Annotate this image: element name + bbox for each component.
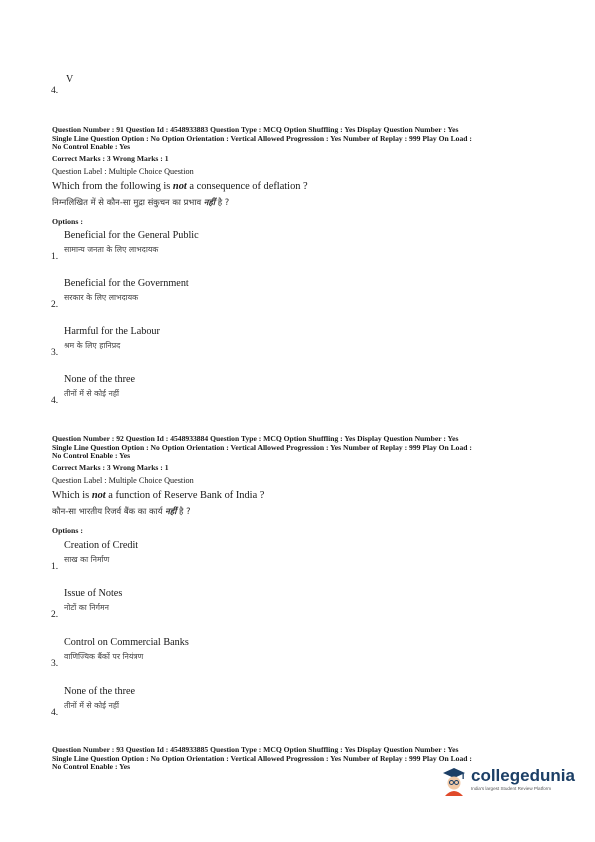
option-number: 2. xyxy=(51,610,59,620)
collegedunia-watermark xyxy=(437,762,575,800)
question-meta-line-3: No Control Enable : Yes xyxy=(52,762,131,772)
option-text-hindi: तीनों में से कोई नहीं xyxy=(64,701,119,710)
options-label: Options : xyxy=(52,217,83,226)
option-text-english: Control on Commercial Banks xyxy=(64,637,189,648)
option-text-english: Beneficial for the General Public xyxy=(64,230,199,241)
option-text-hindi: वाणिज्यिक बैंकों पर नियंत्रण xyxy=(64,652,144,661)
option-text-english: Issue of Notes xyxy=(64,588,123,599)
question-meta-line-1: Question Number : 91 Question Id : 4548933883 Question Type : MCQ Option Shuffling : Yes Display Question Number : Yes xyxy=(52,125,459,134)
question-text-english xyxy=(52,490,264,501)
question-text-hindi xyxy=(52,506,191,517)
question-marks: Correct Marks : 3 Wrong Marks : 1 xyxy=(52,154,169,163)
question-emphasis: not xyxy=(172,181,187,192)
question-text-part: कौन-सा भारतीय रिजर्व बैंक का कार्य xyxy=(52,506,166,516)
question-emphasis: नहीं xyxy=(165,506,177,516)
option-text-hindi: तीनों में से कोई नहीं xyxy=(64,389,119,398)
graduate-avatar-icon xyxy=(439,764,469,796)
option-number: 1. xyxy=(51,562,59,572)
option-text-hindi: सरकार के लिए लाभदायक xyxy=(64,293,139,302)
option-number: 4. xyxy=(51,396,59,406)
question-text-part: है ? xyxy=(176,506,191,516)
option-text-hindi: साख का निर्माण xyxy=(64,555,110,564)
option-number: 3. xyxy=(51,659,59,669)
question-text-part: a function of Reserve Bank of India ? xyxy=(105,490,265,501)
question-label: Question Label : Multiple Choice Question xyxy=(52,476,194,485)
option-number: 3. xyxy=(51,348,59,358)
option-number: 4. xyxy=(51,708,59,718)
option-text-english: Beneficial for the Government xyxy=(64,278,189,289)
question-text-part: Which is xyxy=(52,490,92,501)
brand-name: collegedunia xyxy=(471,766,575,785)
option-text-hindi: श्रम के लिए हानिप्रद xyxy=(64,341,121,350)
option-text-english: None of the three xyxy=(64,686,135,697)
question-meta-line-3: No Control Enable : Yes xyxy=(52,142,131,152)
option-number: 1. xyxy=(51,252,59,262)
question-emphasis: नहीं xyxy=(203,197,216,207)
question-meta-line-2: Single Line Question Option : No Option Orientation : Vertical Allowed Progression : Yes Number of Replay : 999 Play On Load : xyxy=(52,133,472,143)
question-label: Question Label : Multiple Choice Question xyxy=(52,167,194,176)
question-meta-line-2: Single Line Question Option : No Option Orientation : Vertical Allowed Progression : Yes Number of Replay : 999 Play On Load : xyxy=(52,753,472,763)
brand-tagline: India's largest Student Review Platform xyxy=(471,786,552,791)
option-text-english: Creation of Credit xyxy=(64,540,139,551)
option-text-hindi: नोटों का निर्गमन xyxy=(64,603,109,612)
question-text-part: a consequence of deflation ? xyxy=(186,181,308,192)
question-text-hindi xyxy=(52,197,229,208)
question-meta-line-1: Question Number : 92 Question Id : 4548933884 Question Type : MCQ Option Shuffling : Yes Display Question Number : Yes xyxy=(52,434,459,443)
previous-option-text: V xyxy=(66,74,74,85)
option-number: 2. xyxy=(51,300,59,310)
previous-option-number: 4. xyxy=(51,86,59,96)
question-meta-line-2: Single Line Question Option : No Option Orientation : Vertical Allowed Progression : Yes Number of Replay : 999 Play On Load : xyxy=(52,442,472,452)
option-text-english: None of the three xyxy=(64,374,135,385)
option-text-hindi: सामान्य जनता के लिए लाभदायक xyxy=(64,245,159,254)
question-meta-line-3: No Control Enable : Yes xyxy=(52,451,131,461)
question-text-part: निम्नलिखित में से कौन-सा मुद्रा संकुचन का प्रभाव xyxy=(52,197,204,207)
question-text-english xyxy=(52,181,308,192)
options-label: Options : xyxy=(52,526,83,535)
option-text-english: Harmful for the Labour xyxy=(64,326,160,337)
question-text-part: है ? xyxy=(215,197,230,207)
question-marks: Correct Marks : 3 Wrong Marks : 1 xyxy=(52,463,169,472)
question-text-part: Which from the following is xyxy=(52,181,173,192)
question-emphasis: not xyxy=(91,490,106,501)
question-meta-line-1: Question Number : 93 Question Id : 4548933885 Question Type : MCQ Option Shuffling : Yes Display Question Number : Yes xyxy=(52,745,459,754)
